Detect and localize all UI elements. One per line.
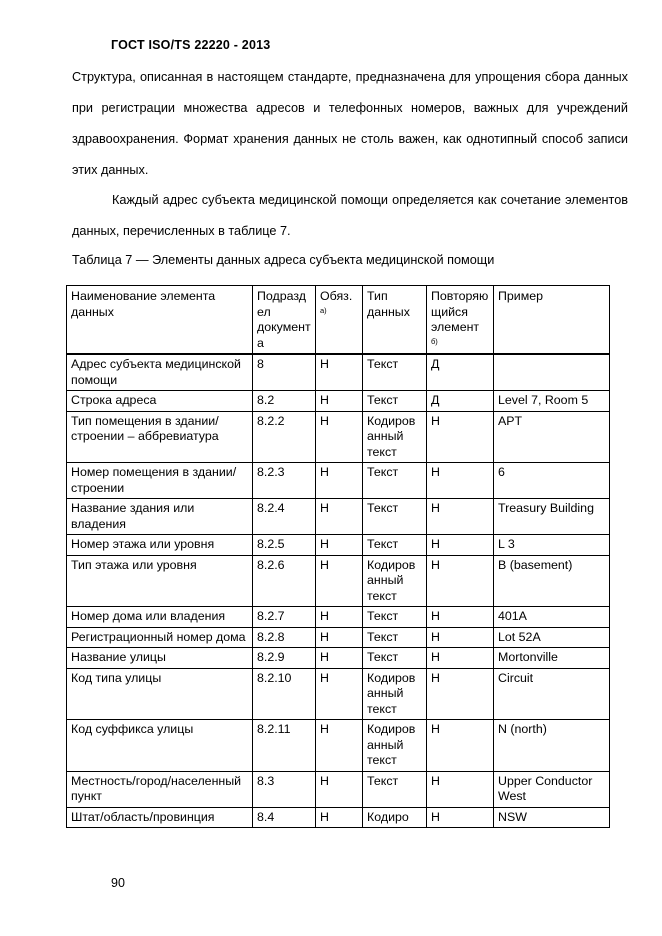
col-header-type: Тип данных	[363, 286, 427, 355]
cell-required: Н	[316, 411, 363, 463]
cell-subsection: 8.2.10	[253, 668, 316, 720]
cell-required: Н	[316, 354, 363, 391]
cell-subsection: 8.2.11	[253, 720, 316, 772]
cell-type: Текст	[363, 499, 427, 535]
cell-type: Текст	[363, 391, 427, 412]
cell-repeating: Н	[427, 771, 494, 807]
col-header-repeating	[427, 286, 494, 355]
cell-name: Номер помещения в здании/строении	[67, 463, 253, 499]
cell-required: Н	[316, 668, 363, 720]
footnote-marker-a: а)	[320, 305, 327, 315]
cell-subsection: 8.2	[253, 391, 316, 412]
cell-example: 6	[494, 463, 610, 499]
cell-example: Upper Conductor West	[494, 771, 610, 807]
cell-required: Н	[316, 555, 363, 607]
cell-subsection: 8.3	[253, 771, 316, 807]
col-header-name: Наименование элемента данных	[67, 286, 253, 355]
table-row	[67, 411, 610, 463]
cell-name: Штат/область/провинция	[67, 807, 253, 828]
cell-repeating: Н	[427, 668, 494, 720]
cell-name: Название улицы	[67, 648, 253, 669]
cell-repeating: Н	[427, 555, 494, 607]
col-header-repeating-label: Повторяющийся элемент	[431, 289, 489, 334]
cell-repeating: Н	[427, 627, 494, 648]
cell-name: Тип этажа или уровня	[67, 555, 253, 607]
col-header-subsection: Подраздел документа	[253, 286, 316, 355]
cell-name: Номер дома или владения	[67, 607, 253, 628]
cell-type: Текст	[363, 771, 427, 807]
table-row	[67, 807, 610, 828]
cell-name: Местность/город/населенный пункт	[67, 771, 253, 807]
cell-type: Текст	[363, 463, 427, 499]
table-row	[67, 648, 610, 669]
cell-required: Н	[316, 391, 363, 412]
cell-subsection: 8.2.8	[253, 627, 316, 648]
cell-name: Название здания или владения	[67, 499, 253, 535]
cell-type: Текст	[363, 354, 427, 391]
cell-subsection: 8.2.2	[253, 411, 316, 463]
cell-repeating: Н	[427, 411, 494, 463]
cell-required: Н	[316, 463, 363, 499]
cell-repeating: Д	[427, 391, 494, 412]
cell-name: Адрес субъекта медицинской помощи	[67, 354, 253, 391]
cell-example: 401A	[494, 607, 610, 628]
table-row	[67, 535, 610, 556]
cell-type: Кодированный текст	[363, 720, 427, 772]
cell-subsection: 8.2.7	[253, 607, 316, 628]
cell-type: Кодированный текст	[363, 411, 427, 463]
cell-subsection: 8.2.6	[253, 555, 316, 607]
cell-type: Текст	[363, 648, 427, 669]
cell-repeating: Д	[427, 354, 494, 391]
table-row	[67, 354, 610, 391]
cell-required: Н	[316, 648, 363, 669]
cell-required: Н	[316, 627, 363, 648]
cell-example: APT	[494, 411, 610, 463]
col-header-example: Пример	[494, 286, 610, 355]
cell-name: Регистрационный номер дома	[67, 627, 253, 648]
table-row	[67, 668, 610, 720]
cell-subsection: 8	[253, 354, 316, 391]
table-caption: Таблица 7 — Элементы данных адреса субъекта медицинской помощи	[72, 253, 495, 267]
cell-example: NSW	[494, 807, 610, 828]
cell-example: N (north)	[494, 720, 610, 772]
table-row	[67, 463, 610, 499]
cell-example: B (basement)	[494, 555, 610, 607]
cell-required: Н	[316, 607, 363, 628]
footnote-marker-b: б)	[431, 336, 438, 346]
cell-example: Mortonville	[494, 648, 610, 669]
col-header-required-label: Обяз.	[320, 289, 353, 303]
cell-required: Н	[316, 499, 363, 535]
cell-repeating: Н	[427, 607, 494, 628]
cell-name: Код типа улицы	[67, 668, 253, 720]
cell-name: Строка адреса	[67, 391, 253, 412]
page-number: 90	[111, 876, 125, 890]
paragraph-intro: Структура, описанная в настоящем стандарте, предназначена для упрощения сбора данных при регистрации множества адресов и телефонных номеров, важных для учреждений здравоохранения. Формат хранения данных не столь важен, как однотипный способ записи этих данных.	[72, 70, 628, 177]
cell-required: Н	[316, 720, 363, 772]
cell-example: Circuit	[494, 668, 610, 720]
col-header-required	[316, 286, 363, 355]
cell-repeating: Н	[427, 720, 494, 772]
table-row	[67, 607, 610, 628]
table-row	[67, 391, 610, 412]
cell-subsection: 8.4	[253, 807, 316, 828]
cell-required: Н	[316, 535, 363, 556]
cell-subsection: 8.2.9	[253, 648, 316, 669]
cell-repeating: Н	[427, 535, 494, 556]
document-header: ГОСТ ISO/TS 22220 - 2013	[111, 38, 271, 52]
cell-type: Текст	[363, 627, 427, 648]
cell-subsection: 8.2.5	[253, 535, 316, 556]
cell-type: Кодированный текст	[363, 668, 427, 720]
cell-type: Кодированный текст	[363, 555, 427, 607]
cell-example: L 3	[494, 535, 610, 556]
table-row	[67, 627, 610, 648]
cell-example: Lot 52A	[494, 627, 610, 648]
cell-name: Тип помещения в здании/строении – аббревиатура	[67, 411, 253, 463]
cell-required: Н	[316, 771, 363, 807]
cell-repeating: Н	[427, 807, 494, 828]
cell-repeating: Н	[427, 499, 494, 535]
table-row	[67, 555, 610, 607]
cell-example	[494, 354, 610, 391]
cell-example: Treasury Building	[494, 499, 610, 535]
table-row	[67, 720, 610, 772]
cell-subsection: 8.2.4	[253, 499, 316, 535]
cell-subsection: 8.2.3	[253, 463, 316, 499]
address-elements-table	[66, 285, 610, 828]
cell-name: Номер этажа или уровня	[67, 535, 253, 556]
table-row	[67, 771, 610, 807]
paragraph-address-definition: Каждый адрес субъекта медицинской помощи определяется как сочетание элементов данных, перечисленных в таблице 7.	[72, 193, 628, 238]
cell-type: Кодиро	[363, 807, 427, 828]
cell-repeating: Н	[427, 648, 494, 669]
cell-example: Level 7, Room 5	[494, 391, 610, 412]
table-row	[67, 499, 610, 535]
cell-name: Код суффикса улицы	[67, 720, 253, 772]
cell-repeating: Н	[427, 463, 494, 499]
cell-type: Текст	[363, 535, 427, 556]
cell-required: Н	[316, 807, 363, 828]
table-header-row	[67, 286, 610, 355]
cell-type: Текст	[363, 607, 427, 628]
